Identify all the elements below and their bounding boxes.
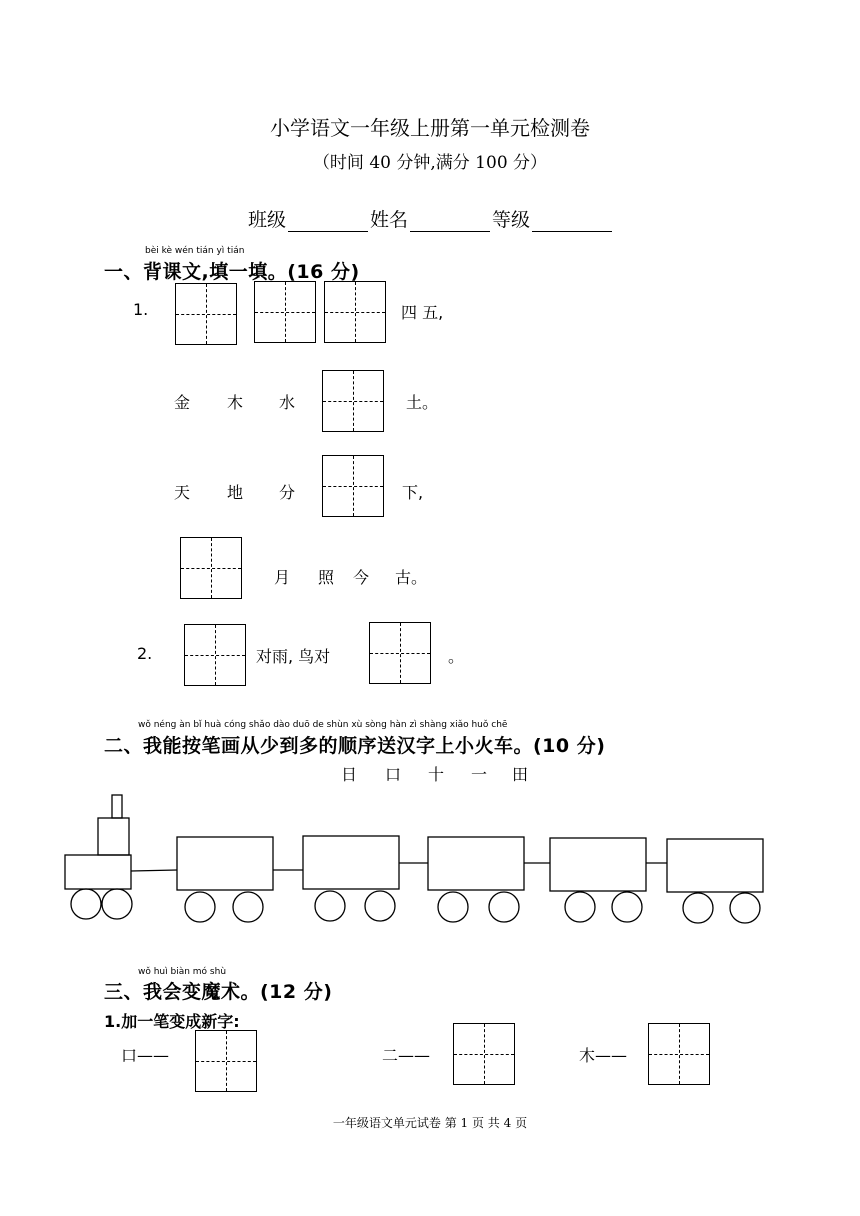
train-wheel: [71, 889, 101, 919]
train-char: 日: [341, 765, 358, 784]
section3-pinyin: wǒ huì biàn mó shù: [138, 967, 227, 977]
train-char: 口: [385, 765, 402, 784]
line2-char: 金: [174, 393, 191, 412]
train-char: 十: [428, 765, 445, 784]
section3-heading: 三、我会变魔术。(12 分): [104, 981, 333, 1003]
line3-char: 分: [279, 483, 296, 502]
train-wheel: [612, 892, 642, 922]
q1-number: 1.: [133, 300, 149, 319]
page-subtitle: （时间 40 分钟,满分 100 分）: [312, 153, 548, 173]
answer-grid[interactable]: [180, 537, 242, 599]
line4-char: 今: [353, 568, 370, 587]
train-coupler: [131, 870, 177, 871]
section2-heading: 二、我能按笔画从少到多的顺序送汉字上小火车。(10 分): [104, 735, 606, 757]
answer-grid[interactable]: [322, 370, 384, 432]
answer-grid[interactable]: [322, 455, 384, 517]
line3-char: 天: [174, 483, 191, 502]
line2-tail: 土。: [406, 393, 439, 412]
add-stroke-item: 木——: [579, 1046, 628, 1065]
grade-label: 等级: [492, 209, 531, 231]
train-char: 一: [471, 765, 488, 784]
train-wheel: [565, 892, 595, 922]
page-title: 小学语文一年级上册第一单元检测卷: [270, 116, 590, 140]
train-car[interactable]: [177, 837, 273, 890]
name-blank[interactable]: [410, 209, 490, 232]
answer-grid[interactable]: [175, 283, 237, 345]
line3-char: 地: [227, 483, 244, 502]
section3-sub1: 1.加一笔变成新字:: [104, 1012, 240, 1031]
answer-grid[interactable]: [648, 1023, 710, 1085]
train-wheel: [185, 892, 215, 922]
train-engine: [65, 855, 131, 889]
train-wheel: [365, 891, 395, 921]
q2-mid: 对雨, 鸟对: [256, 647, 331, 666]
line4-char: 古。: [395, 568, 428, 587]
line2-char: 木: [227, 393, 244, 412]
train-wheel: [102, 889, 132, 919]
class-label: 班级: [248, 209, 287, 231]
line1-tail: 四 五,: [401, 303, 444, 322]
section2-pinyin: wǒ néng àn bǐ huà cóng shǎo dào duō de shùn xù sòng hàn zì shàng xiǎo huǒ chē: [138, 720, 508, 730]
train-wheel: [489, 892, 519, 922]
section1-pinyin: bèi kè wén tián yì tián: [145, 246, 245, 256]
train-wheel: [438, 892, 468, 922]
q2-number: 2.: [137, 644, 153, 663]
train-wheel: [730, 893, 760, 923]
line4-char: 照: [318, 568, 335, 587]
line3-tail: 下,: [402, 483, 424, 502]
train-chimney: [112, 795, 122, 818]
train-drawing: [0, 790, 860, 930]
grade-blank[interactable]: [532, 209, 612, 232]
train-car[interactable]: [667, 839, 763, 892]
train-wheel: [683, 893, 713, 923]
train-car[interactable]: [550, 838, 646, 891]
student-info-row: [248, 205, 614, 232]
name-label: 姓名: [370, 209, 409, 231]
answer-grid[interactable]: [369, 622, 431, 684]
q2-tail: 。: [448, 647, 465, 666]
train-char: 田: [512, 765, 529, 784]
train-wheel: [315, 891, 345, 921]
answer-grid[interactable]: [254, 281, 316, 343]
page-footer: 一年级语文单元试卷 第 1 页 共 4 页: [332, 1116, 528, 1130]
train-car[interactable]: [303, 836, 399, 889]
train-wheel: [233, 892, 263, 922]
line2-char: 水: [279, 393, 296, 412]
class-blank[interactable]: [288, 209, 368, 232]
section1-heading: 一、背课文,填一填。(16 分): [104, 261, 360, 283]
answer-grid[interactable]: [324, 281, 386, 343]
answer-grid[interactable]: [184, 624, 246, 686]
add-stroke-item: 口——: [121, 1046, 170, 1065]
train-cab: [98, 818, 129, 855]
add-stroke-item: 二——: [382, 1046, 431, 1065]
answer-grid[interactable]: [195, 1030, 257, 1092]
line4-char: 月: [274, 568, 291, 587]
answer-grid[interactable]: [453, 1023, 515, 1085]
train-car[interactable]: [428, 837, 524, 890]
